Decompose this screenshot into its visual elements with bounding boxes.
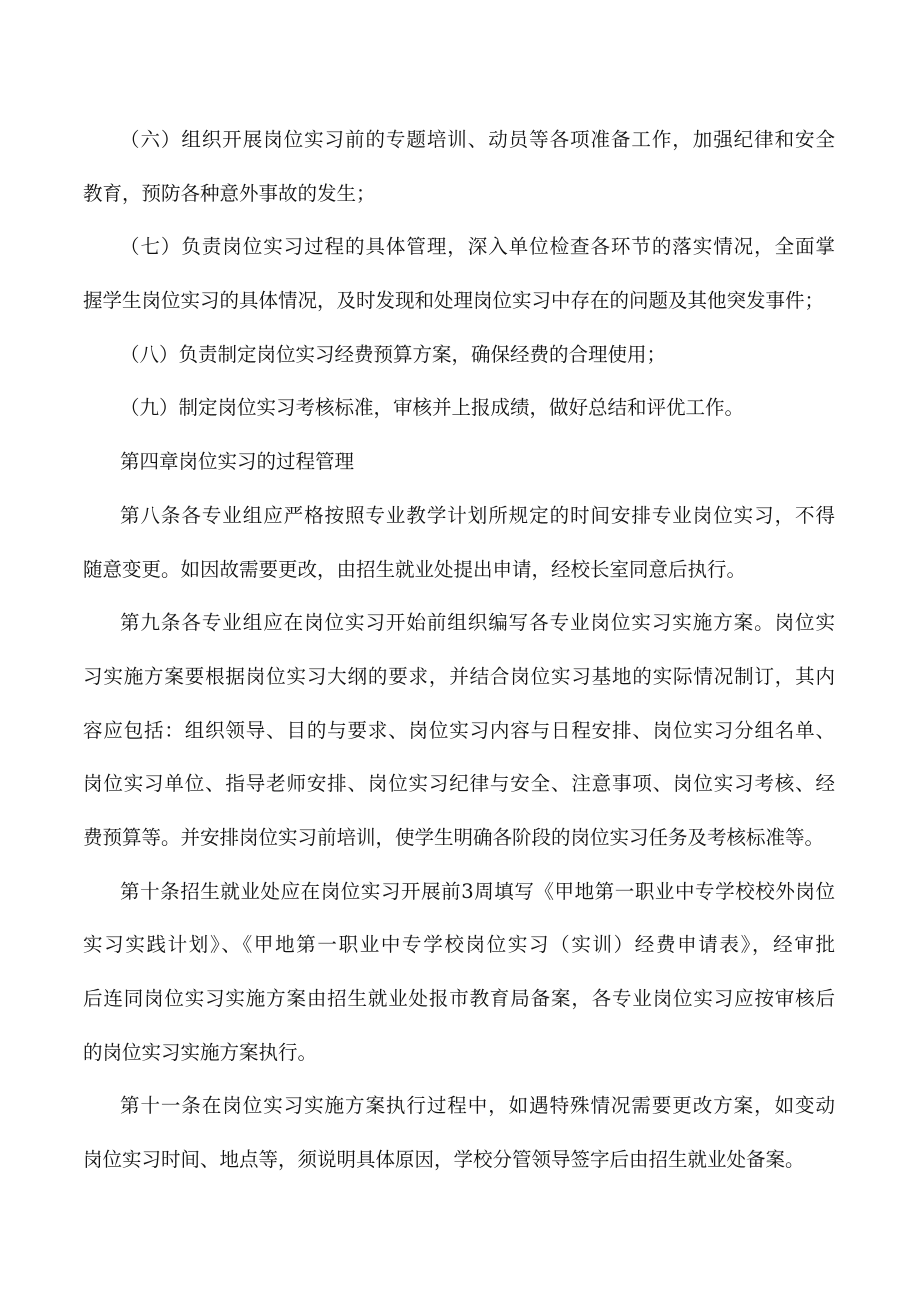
- text-line: 岗位实习时间、地点等，须说明具体原因，学校分管领导签字后由招生就业处备案。: [83, 1148, 805, 1172]
- text-line: 费预算等。并安排岗位实习前培训，使学生明确各阶段的岗位实习任务及考核标准等。: [83, 825, 825, 849]
- text-line: 第九条各专业组应在岗位实习开始前组织编写各专业岗位实习实施方案。岗位实: [120, 611, 835, 635]
- text-line: （九）制定岗位实习考核标准，审核并上报成绩，做好总结和评优工作。: [120, 396, 745, 420]
- paragraph: [83, 865, 835, 1080]
- paragraph: [83, 381, 835, 435]
- paragraph: [83, 596, 835, 864]
- document-body: [83, 113, 835, 1187]
- text-line: （六）组织开展岗位实习前的专题培训、动员等各项准备工作，加强纪律和安全: [120, 128, 835, 151]
- text-line: 的岗位实习实施方案执行。: [83, 1040, 318, 1064]
- text-line: 习实施方案要根据岗位实习大纲的要求，并结合岗位实习基地的实际情况制订，其内: [83, 664, 835, 688]
- paragraph: [83, 489, 835, 596]
- text-line: 第十一条在岗位实习实施方案执行过程中，如遇特殊情况需要更改方案，如变动: [120, 1094, 835, 1118]
- paragraph: [83, 220, 835, 327]
- paragraph: [83, 328, 835, 382]
- text-line: （七）负责岗位实习过程的具体管理，深入单位检查各环节的落实情况，全面掌: [120, 235, 835, 259]
- text-line: （八）负责制定岗位实习经费预算方案，确保经费的合理使用；: [120, 342, 667, 366]
- paragraph: [83, 435, 835, 489]
- text-line: 实习实践计划》、《甲地第一职业中专学校岗位实习（实训）经费申请表》，经审批: [83, 933, 835, 957]
- text-line: 握学生岗位实习的具体情况，及时发现和处理岗位实习中存在的问题及其他突发事件；: [83, 289, 825, 313]
- text-line: 随意变更。如因故需要更改，由招生就业处提出申请，经校长室同意后执行。: [83, 557, 747, 581]
- text-line: 第八条各专业组应严格按照专业教学计划所规定的时间安排专业岗位实习，不得: [120, 503, 835, 527]
- text-line: 岗位实习单位、指导老师安排、岗位实习纪律与安全、注意事项、岗位实习考核、经: [83, 772, 835, 796]
- paragraph: [83, 113, 835, 220]
- text-line: 教育，预防各种意外事故的发生；: [83, 181, 376, 205]
- text-line: 第十条招生就业处应在岗位实习开展前3周填写《甲地第一职业中专学校校外岗位: [120, 879, 835, 903]
- text-line: 容应包括：组织领导、目的与要求、岗位实习内容与日程安排、岗位实习分组名单、: [83, 718, 835, 742]
- paragraph: [83, 1079, 835, 1186]
- text-line: 第四章岗位实习的过程管理: [120, 450, 355, 474]
- text-line: 后连同岗位实习实施方案由招生就业处报市教育局备案，各专业岗位实习应按审核后: [83, 987, 835, 1010]
